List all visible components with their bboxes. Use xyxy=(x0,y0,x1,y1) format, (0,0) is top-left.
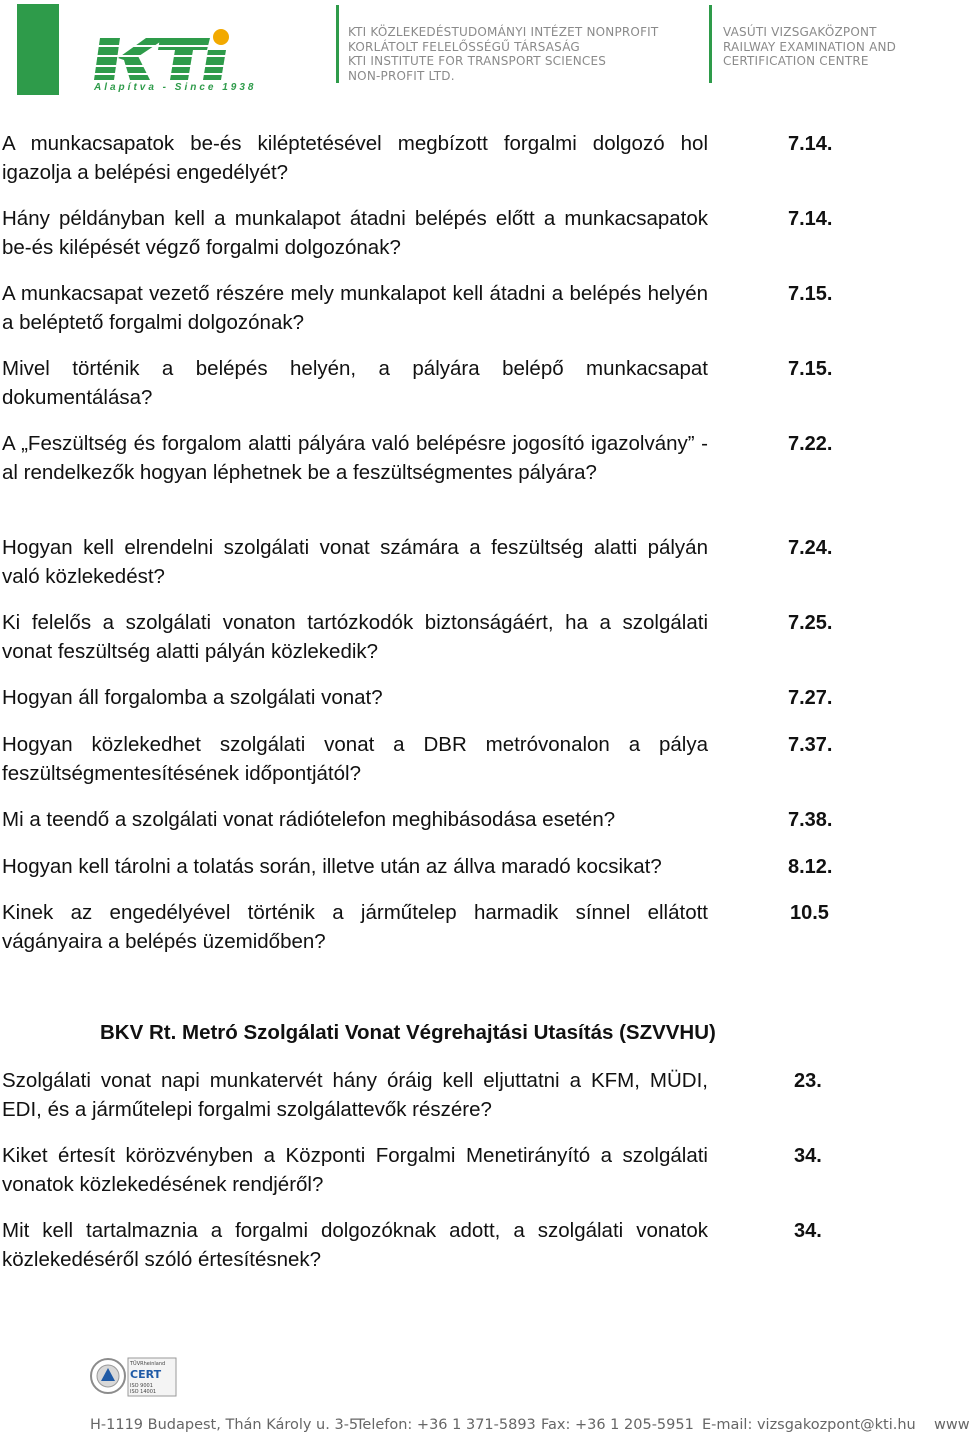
question-text: A munkacsapatok be-és kiléptetésével megbízott forgalmi dolgozó hol igazolja a belépési engedélyét? xyxy=(2,132,708,184)
question-reference: 34. xyxy=(794,1145,822,1167)
section-title: BKV Rt. Metró Szolgálati Vonat Végrehajtási Utasítás (SZVVHU) xyxy=(100,1021,716,1044)
question-text: A munkacsapat vezető részére mely munkalapot kell átadni a belépés helyén a beléptető forgalmi dolgozónak? xyxy=(2,282,708,334)
exam-centre-name: VASÚTI VIZSGAKÖZPONT RAILWAY EXAMINATION AND CERTIFICATION CENTRE xyxy=(723,25,897,68)
institute-name: KTI KÖZLEKEDÉSTUDOMÁNYI INTÉZET NONPROFIT KORLÁTOLT FELELŐSSÉGŰ TÁRSASÁG KTI INSTITUTE FOR TRANSPORT SCIENCES NON-PROFIT LTD. xyxy=(348,25,659,83)
tuv-cert-badge xyxy=(90,1356,178,1398)
question-text: Kiket értesít körözvényben a Központi Forgalmi Menetirányító a szolgálati vonatok közlekedésének rendjéről? xyxy=(2,1144,708,1196)
svg-text:ISO 9001: ISO 9001 xyxy=(130,1383,153,1389)
question-reference: 23. xyxy=(794,1070,822,1092)
question-reference: 7.25. xyxy=(788,612,833,634)
question-reference: 7.15. xyxy=(788,283,833,305)
question-text: Hány példányban kell a munkalapot átadni belépés előtt a munkacsapatok be-és kilépését végző forgalmi dolgozónak? xyxy=(2,207,708,259)
question-reference: 7.37. xyxy=(788,734,833,756)
question-reference: 7.14. xyxy=(788,133,833,155)
question-text: Mi a teendő a szolgálati vonat rádiótelefon meghibásodása esetén? xyxy=(2,808,616,831)
question-reference: 7.27. xyxy=(788,687,833,709)
question-text: Mivel történik a belépés helyén, a pályára belépő munkacsapat dokumentálása? xyxy=(2,357,708,409)
header-divider xyxy=(709,5,712,83)
question-reference: 7.15. xyxy=(788,358,833,380)
svg-text:ISO 14001: ISO 14001 xyxy=(130,1389,157,1395)
question-text: Hogyan közlekedhet szolgálati vonat a DBR metróvonalon a pálya feszültségmentesítésének időpontjától? xyxy=(2,733,708,785)
kti-logo xyxy=(90,28,235,82)
question-reference: 7.38. xyxy=(788,809,833,831)
footer-email[interactable]: E-mail: vizsgakozpont@kti.hu xyxy=(702,1417,916,1433)
question-reference: 7.14. xyxy=(788,208,833,230)
footer-address: H-1119 Budapest, Thán Károly u. 3-5 xyxy=(90,1417,359,1433)
question-text: Hogyan kell tárolni a tolatás során, illetve után az állva maradó kocsikat? xyxy=(2,855,662,878)
logo-dot-icon xyxy=(213,29,229,45)
svg-text:TÜVRheinland: TÜVRheinland xyxy=(130,1361,166,1367)
footer-web[interactable]: www xyxy=(934,1417,970,1433)
question-text: Hogyan áll forgalomba a szolgálati vonat? xyxy=(2,686,383,709)
logo-tagline: Alapítva - Since 1938 xyxy=(94,82,257,93)
header-divider xyxy=(336,5,339,83)
question-text: Kinek az engedélyével történik a járműtelep harmadik sínnel ellátott vágányaira a belépés üzemidőben? xyxy=(2,901,708,953)
question-reference: 10.5 xyxy=(790,902,829,924)
question-text: Hogyan kell elrendelni szolgálati vonat számára a feszültség alatti pályán való közlekedést? xyxy=(2,536,708,588)
question-reference: 34. xyxy=(794,1220,822,1242)
footer-fax: Fax: +36 1 205-5951 xyxy=(541,1417,694,1433)
footer-phone: Telefon: +36 1 371-5893 xyxy=(356,1417,536,1433)
svg-text:CERT: CERT xyxy=(130,1368,162,1381)
question-text: Mit kell tartalmaznia a forgalmi dolgozóknak adott, a szolgálati vonatok közlekedéséről szóló értesítésnek? xyxy=(2,1219,708,1271)
question-reference: 7.22. xyxy=(788,433,833,455)
question-text: Ki felelős a szolgálati vonaton tartózkodók biztonságáért, ha a szolgálati vonat feszültség alatti pályán közlekedik? xyxy=(2,611,708,663)
question-text: Szolgálati vonat napi munkatervét hány óráig kell eljuttatni a KFM, MÜDI, EDI, és a járműtelepi forgalmi szolgálattevők részére? xyxy=(2,1069,708,1121)
question-text: A „Feszültség és forgalom alatti pályára való belépésre jogosító igazolvány” - al rendelkezők hogyan léphetnek be a feszültségmentes pályára? xyxy=(2,432,708,484)
brand-bar xyxy=(17,4,59,95)
page-header xyxy=(0,0,960,105)
question-reference: 7.24. xyxy=(788,537,833,559)
question-reference: 8.12. xyxy=(788,856,833,878)
